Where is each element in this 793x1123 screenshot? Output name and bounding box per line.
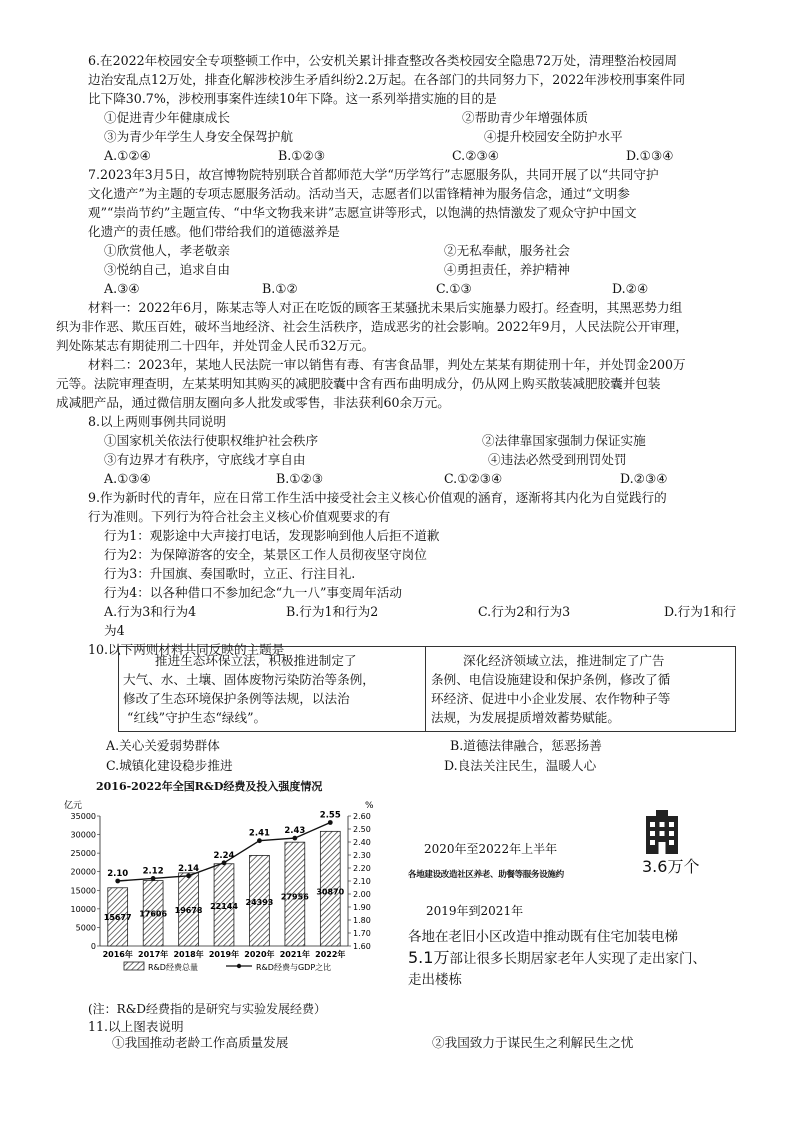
q7-option-d[interactable]: D.②④ (612, 281, 649, 296)
chart-right-tick-label: 1.70 (353, 929, 371, 938)
q9-option-d[interactable]: D.行为1和行 (664, 604, 737, 619)
q7-stem-line4: 化遗产的责任感。他们带给我们的道德滋养是 (88, 224, 340, 239)
info-elevator-line2-text: 部让很多长期居家老年人实现了走出家门、 (449, 951, 706, 967)
q7-stem-line1: 7.2023年3月5日，故宫博物院特别联合首都师范大学“历学笃行”志愿服务队，共同开展了以“共同守护 (88, 167, 659, 182)
q10-option-a[interactable]: A.关心关爱弱势群体 (106, 738, 220, 753)
q9-behavior-2: 行为2：为保障游客的安全，某景区工作人员彻夜坚守岗位 (104, 547, 427, 562)
q7-option-a[interactable]: A.③④ (104, 281, 140, 296)
q8-option-a[interactable]: A.①③④ (104, 471, 151, 486)
chart-title: 2016-2022年全国R&D经费及投入强度情况 (96, 780, 323, 793)
q7-stem-line3: 观”“崇尚节约”主题宣传、“中华文物我来讲”志愿宣讲等形式，以饱满的热情激发了观众守护中国文 (88, 205, 637, 220)
chart-bar-value-label: 19678 (174, 906, 203, 916)
q6-option-a[interactable]: A.①②④ (104, 148, 151, 163)
info-elevator-line1: 各地在老旧小区改造中推动既有住宅加装电梯 (408, 929, 678, 945)
chart-bar-value-label: 27956 (280, 892, 309, 902)
q10-box-divider (425, 647, 426, 731)
chart-bar-value-label: 30870 (316, 887, 345, 897)
chart-right-tick-label: 2.00 (353, 890, 371, 899)
q9-option-b[interactable]: B.行为1和行为2 (286, 604, 379, 619)
chart-category-label: 2020年 (244, 950, 275, 959)
q7-statement-3: ③悦纳自己，追求自由 (104, 262, 230, 277)
chart-category-label: 2018年 (173, 950, 204, 959)
chart-right-tick-label: 1.80 (353, 916, 371, 925)
q8-option-c[interactable]: C.①②③④ (444, 471, 503, 486)
info-elevator-count: 5.1万 (408, 948, 450, 967)
chart-ratio-label: 2.55 (319, 810, 341, 821)
chart-ratio-label: 2.14 (178, 863, 200, 874)
chart-ratio-point (222, 860, 227, 865)
q10-left-line1: 推进生态环保立法，积极推进制定了 (155, 653, 357, 668)
q6-stem-line2: 边治安乱点12万处，排查化解涉校涉生矛盾纠纷2.2万起。在各部门的共同努力下，2022年涉校刑事案件同 (88, 72, 686, 87)
material-2-line2: 元等。法院审理查明，左某某明知其购买的减肥胶囊中含有西布曲明成分，仍从网上购买散装减肥胶囊并包装 (56, 376, 661, 391)
info-facilities-text: 各地建设改造社区养老、助餐等服务设施约 (408, 870, 564, 880)
q10-option-c[interactable]: C.城镇化建设稳步推进 (106, 758, 233, 773)
chart-bar-value-label: 22144 (210, 901, 238, 911)
q9-stem-line1: 9.作为新时代的青年，应在日常工作生活中接受社会主义核心价值观的涵育，逐渐将其内化为自觉践行的 (88, 490, 667, 505)
chart-ratio-point (257, 838, 262, 843)
q9-option-c[interactable]: C.行为2和行为3 (478, 604, 571, 619)
chart-right-tick-label: 1.60 (353, 942, 371, 951)
info-elevator-line3: 走出楼栋 (408, 972, 462, 988)
q6-statement-3: ③为青少年学生人身安全保驾护航 (104, 129, 293, 144)
q8-option-d[interactable]: D.②③④ (620, 471, 668, 486)
chart-category-label: 2022年 (315, 950, 346, 959)
q6-statement-2: ②帮助青少年增强体质 (462, 110, 588, 125)
info-period-1: 2020年至2022年上半年 (424, 842, 558, 856)
q8-stem: 8.以上两则事例共同说明 (88, 414, 226, 429)
chart-category-label: 2016年 (102, 950, 133, 959)
chart-ratio-label: 2.12 (142, 866, 164, 877)
q6-statement-1: ①促进青少年健康成长 (104, 110, 230, 125)
q7-stem-line2: 文化遗产”为主题的专项志愿服务活动。活动当天，志愿者们以雷锋精神为服务信念，通过“文明参 (88, 186, 630, 201)
material-2-line1: 材料二：2023年，某地人民法院一审以销售有毒、有害食品罪，判处左某某有期徒刑十年，并处罚金200万 (88, 357, 686, 372)
legend-line-marker (237, 964, 241, 968)
q7-option-b[interactable]: B.①② (262, 281, 298, 296)
chart-right-tick-label: 2.40 (353, 838, 371, 847)
legend-line-label: R&D经费与GDP之比 (256, 963, 332, 972)
chart-right-tick-label: 2.20 (353, 864, 371, 873)
q9-behavior-1: 行为1：观影途中大声接打电话，发现影响到他人后拒不道歉 (104, 528, 440, 543)
q10-right-line3: 环经济、促进中小企业发展、农作物种子等 (431, 691, 671, 706)
q10-right-line1: 深化经济领域立法，推进制定了广告 (463, 653, 665, 668)
q7-statement-2: ②无私奉献，服务社会 (444, 243, 570, 258)
chart-right-tick-label: 2.30 (353, 851, 371, 860)
chart-left-tick-label: 5000 (75, 923, 96, 933)
chart-left-unit: 亿元 (64, 801, 83, 811)
chart-ratio-label: 2.10 (107, 869, 129, 879)
chart-category-label: 2021年 (279, 950, 310, 959)
chart-right-tick-label: 2.10 (353, 877, 371, 886)
material-2-line3: 成减肥产品，通过微信朋友圈向多人批发或零售，非法获利60余万元。 (56, 395, 450, 410)
chart-left-tick-label: 15000 (70, 886, 96, 896)
chart-category-label: 2017年 (138, 950, 169, 959)
q9-behavior-3: 行为3：升国旗、奏国歌时，立正、行注目礼. (104, 566, 356, 581)
chart-ratio-point (328, 820, 333, 825)
q8-option-b[interactable]: B.①②③ (276, 471, 324, 486)
q8-statement-2: ②法律靠国家强制力保证实施 (482, 433, 646, 448)
legend-bar-swatch (124, 962, 144, 970)
q6-option-c[interactable]: C.②③④ (452, 148, 500, 163)
q7-option-c[interactable]: C.①③ (436, 281, 472, 296)
q9-option-a[interactable]: A.行为3和行为4 (104, 604, 197, 619)
q10-option-d[interactable]: D.良法关注民生，温暖人心 (444, 758, 597, 773)
info-facilities-count: 3.6万个 (642, 857, 700, 876)
chart-left-tick-label: 10000 (70, 904, 96, 914)
chart-ratio-point (292, 836, 297, 841)
chart-ratio-label: 2.43 (284, 826, 306, 837)
chart-right-tick-label: 2.60 (353, 812, 371, 821)
chart-ratio-point (115, 879, 120, 884)
q10-material-right (431, 647, 731, 731)
chart-bar-value-label: 15677 (103, 912, 132, 922)
q11-stem: 11.以上图表说明 (88, 1019, 184, 1034)
chart-legend (124, 962, 331, 972)
chart-ratio-point (186, 873, 191, 878)
info-elevator-line2 (408, 949, 706, 969)
q8-statement-1: ①国家机关依法行使职权维护社会秩序 (104, 433, 319, 448)
q9-behavior-4: 行为4：以各种借口不参加纪念“九一八”事变周年活动 (104, 585, 402, 600)
q10-stem: 10.以下两则材料共同反映的主题是 (88, 642, 285, 657)
chart-right-tick-label: 2.50 (353, 825, 371, 834)
chart-ratio-label: 2.41 (248, 828, 270, 839)
q8-statement-4: ④违法必然受到刑罚处罚 (488, 452, 627, 467)
building-icon (642, 810, 682, 854)
q10-right-line2: 条例、电信设施建设和保护条例，修改了循 (431, 672, 671, 687)
q10-left-line2: 大气、水、土壤、固体废物污染防治等条例， (123, 672, 375, 687)
q9-option-d-wrap: 为4 (104, 623, 125, 638)
q10-left-line4: “红线”守护生态“绿线”。 (127, 710, 267, 725)
chart-right-unit: % (365, 801, 374, 811)
q6-statement-4: ④提升校园安全防护水平 (484, 129, 623, 144)
info-period-2: 2019年到2021年 (426, 904, 524, 918)
chart-ratio-point (151, 876, 156, 881)
chart-ratio-label: 2.24 (213, 850, 235, 861)
q10-option-b[interactable]: B.道德法律融合，惩恶扬善 (450, 738, 602, 753)
q6-option-d[interactable]: D.①③④ (626, 148, 674, 163)
q7-statement-1: ①欣赏他人，孝老敬亲 (104, 243, 230, 258)
chart-note: (注：R&D经费指的是研究与实验发展经费） (88, 1002, 327, 1016)
chart-bar-value-label: 24393 (245, 898, 274, 908)
q11-statement-2: ②我国致力于谋民生之利解民生之忧 (432, 1035, 634, 1050)
q10-material-box (118, 646, 736, 732)
q10-material-left (123, 647, 423, 731)
material-1-line2: 织为非作恶、欺压百姓，破坏当地经济、社会生活秩序，造成恶劣的社会影响。2022年9月，人民法院公开审理， (56, 319, 688, 334)
chart-bar-value-label: 17606 (139, 909, 168, 919)
chart-left-tick-label: 25000 (70, 849, 96, 859)
q10-right-line4: 法规，为发展提质增效蓄势赋能。 (431, 710, 620, 725)
legend-bar-label: R&D经费总量 (148, 963, 198, 972)
chart-right-tick-label: 1.90 (353, 903, 371, 912)
q6-option-b[interactable]: B.①②③ (278, 148, 326, 163)
q9-stem-line2: 行为准则。下列行为符合社会主义核心价值观要求的有 (88, 509, 391, 524)
q8-statement-3: ③有边界才有秩序，守底线才享自由 (104, 452, 306, 467)
q10-left-line3: 修改了生态环境保护条例等法规，以法治 (123, 691, 350, 706)
q7-statement-4: ④勇担责任，养护精神 (444, 262, 570, 277)
chart-left-tick-label: 0 (90, 942, 96, 951)
q11-statement-1: ①我国推动老龄工作高质量发展 (112, 1035, 289, 1050)
q6-stem-line1: 6.在2022年校园安全专项整顿工作中，公安机关累计排查整改各类校园安全隐患72万处，清理整治校园周 (88, 53, 678, 68)
chart-left-tick-label: 35000 (70, 812, 96, 821)
chart-left-tick-label: 30000 (70, 830, 96, 840)
material-1-line1: 材料一：2022年6月，陈某志等人对正在吃饭的顾客王某骚扰未果后实施暴力殴打。经查明，其黑恶势力组 (88, 300, 683, 315)
chart-left-tick-label: 20000 (70, 867, 96, 877)
q6-stem-line3: 比下降30.7%，涉校刑事案件连续10年下降。这一系列举措实施的目的是 (88, 91, 497, 106)
rd-chart (56, 796, 396, 978)
material-1-line3: 判处陈某志有期徒刑二十四年，并处罚金人民币32万元。 (56, 338, 375, 353)
chart-category-label: 2019年 (208, 950, 240, 959)
